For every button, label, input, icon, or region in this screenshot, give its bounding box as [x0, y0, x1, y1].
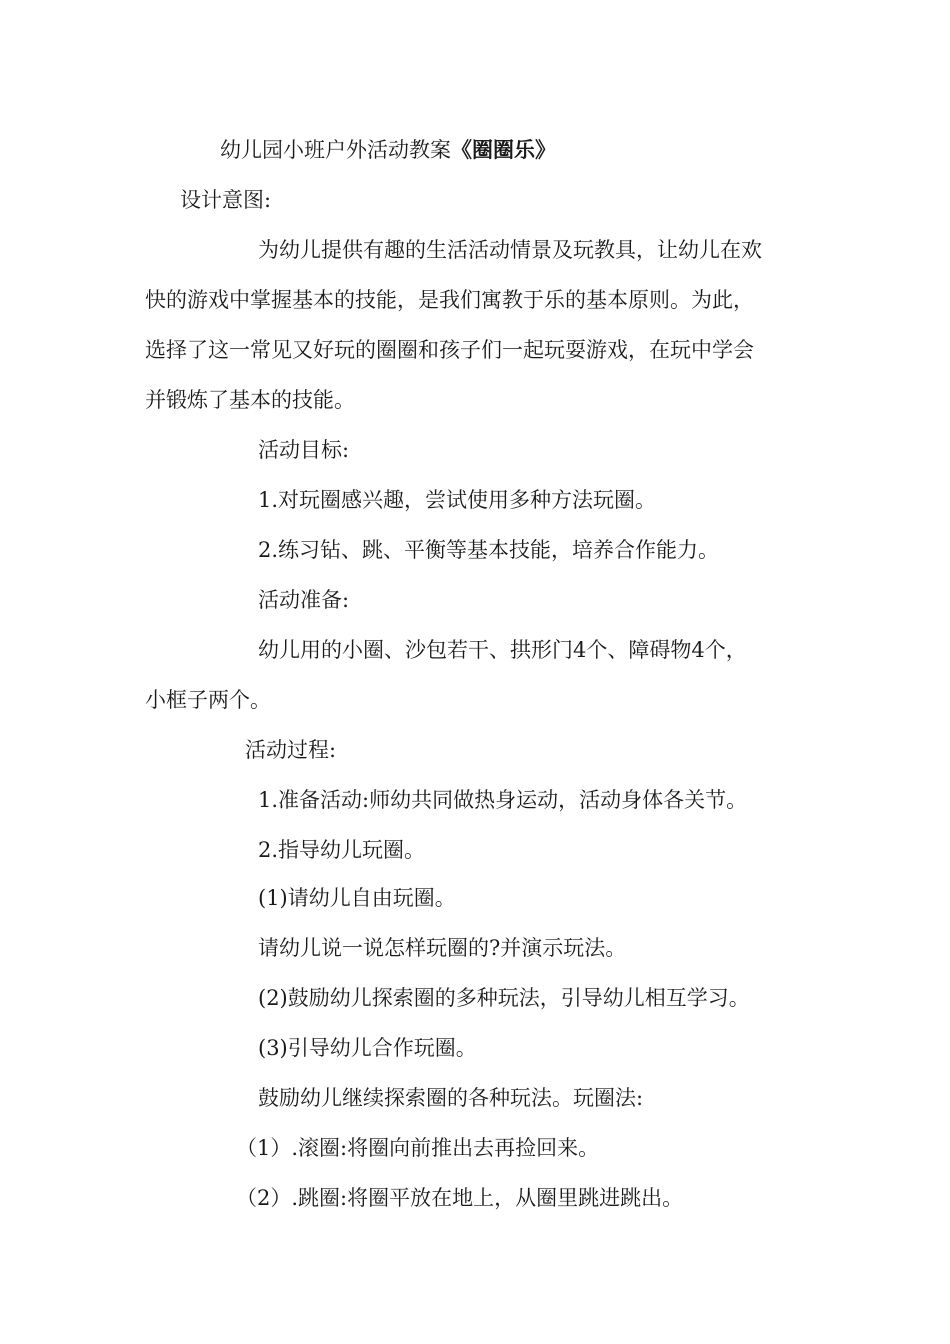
preparation-line-1: 幼儿用的小圈、沙包若干、拱形门4个、障碍物4个，: [258, 638, 747, 662]
goal-item-2: 2.练习钻、跳、平衡等基本技能，培养合作能力。: [258, 538, 720, 562]
process-line-9: （2）.跳圈:将圈平放在地上，从圈里跳进跳出。: [236, 1186, 684, 1210]
process-line-8: （1）.滚圈:将圈向前推出去再捡回来。: [236, 1136, 600, 1160]
process-line-6: (3)引导幼儿合作玩圈。: [258, 1036, 477, 1060]
process-heading: 活动过程:: [245, 738, 337, 762]
design-intent-line-2: 快的游戏中掌握基本的技能，是我们寓教于乐的基本原则。为此，: [145, 288, 754, 312]
process-line-4: 请幼儿说一说怎样玩圈的?并演示玩法。: [258, 936, 627, 960]
process-line-1: 1.准备活动:师幼共同做热身运动，活动身体各关节。: [258, 788, 748, 812]
design-intent-line-1: 为幼儿提供有趣的生活活动情景及玩教具，让幼儿在欢: [258, 238, 762, 262]
goal-item-1: 1.对玩圈感兴趣，尝试使用多种方法玩圈。: [258, 488, 657, 512]
process-line-2: 2.指导幼儿玩圈。: [258, 838, 426, 862]
page-title-main: 幼儿园小班户外活动教案: [220, 138, 451, 162]
process-line-3: (1)请幼儿自由玩圈。: [258, 886, 456, 910]
design-intent-heading: 设计意图:: [180, 188, 272, 212]
preparation-line-2: 小框子两个。: [145, 688, 271, 712]
goals-heading: 活动目标:: [258, 438, 350, 462]
page-title-highlight: 《圈圈乐》: [451, 138, 556, 162]
preparation-heading: 活动准备:: [258, 588, 350, 612]
process-line-5: (2)鼓励幼儿探索圈的多种玩法，引导幼儿相互学习。: [258, 986, 750, 1010]
process-line-7: 鼓励幼儿继续探索圈的各种玩法。玩圈法:: [258, 1086, 644, 1110]
page-title: [220, 136, 556, 164]
design-intent-line-4: 并锻炼了基本的技能。: [145, 388, 355, 412]
design-intent-line-3: 选择了这一常见又好玩的圈圈和孩子们一起玩耍游戏，在玩中学会: [145, 338, 754, 362]
